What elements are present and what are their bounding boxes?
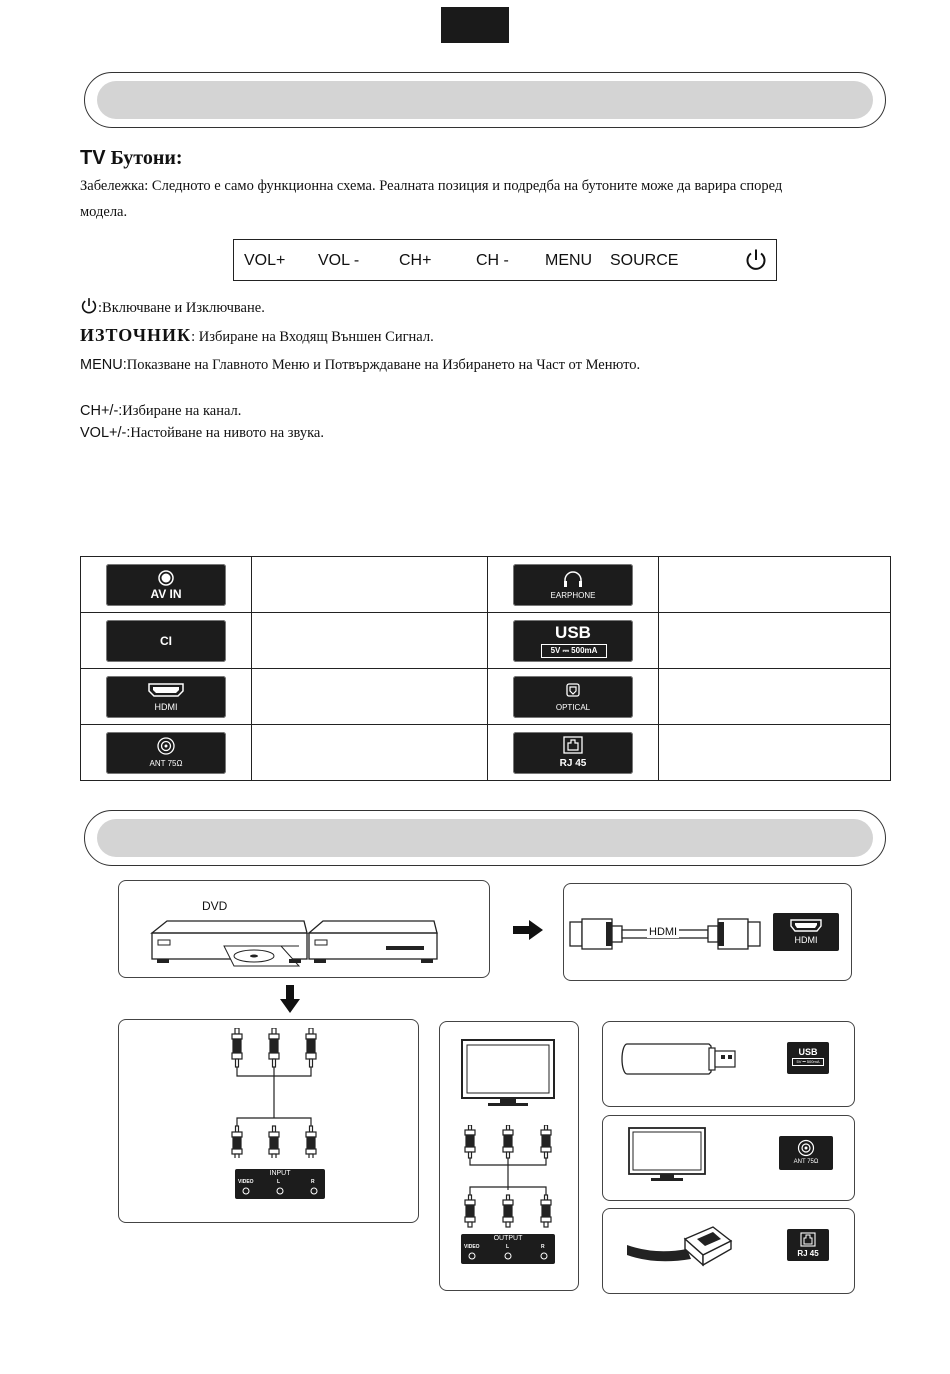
vol-text: Настойване на нивото на звука. [130,425,324,441]
source-key: ИЗТОЧНИК [80,325,192,345]
ch-key: CH+/-: [80,403,123,419]
source-description [80,325,434,347]
hdmi-label: HDMI [154,701,178,712]
vol-plus-button[interactable]: VOL+ [244,252,286,269]
power-icon[interactable] [744,248,768,272]
r-label: R [311,1179,315,1185]
rj45-port [513,732,633,774]
r-label: R [541,1244,545,1250]
arrow-down-icon [280,985,300,1013]
l-label: L [277,1179,281,1185]
av-input-box [118,1019,419,1223]
page-number-tab [441,7,509,43]
table-row [81,557,891,613]
source-button[interactable]: SOURCE [610,252,679,269]
ch-plus-button[interactable]: CH+ [399,252,432,269]
ch-minus-button[interactable]: CH - [476,252,509,269]
output-label: OUTPUT [493,1235,523,1242]
ports-table [80,556,891,781]
table-row [81,669,891,725]
headphone-icon [562,569,584,589]
note-text: Забележка: Следното е само функционна схема. Реалната позиция и подредба на бутоните може да варира според модела. [80,178,783,220]
hdmi-cable-label: HDMI [649,926,678,938]
section-header-bar [84,72,886,128]
hdmi-connector-icon [148,683,184,697]
l-label: L [506,1244,510,1250]
vol-description [80,423,324,443]
hdmi-port-label: HDMI [794,935,818,945]
menu-description [80,353,680,377]
power-description [80,297,265,318]
rca-cable-icon [219,1028,329,1158]
usb-port-badge-small [787,1042,829,1074]
antenna-device-box [602,1115,855,1201]
vol-key: VOL+/-: [80,425,131,441]
input-jacks-icon [235,1185,325,1197]
usb-small-label: USB [798,1047,818,1057]
network-cable-icon [625,1221,735,1271]
input-panel [235,1169,325,1199]
table-row [81,725,891,781]
source-text: : Избиране на Входящ Външен Сигнал. [191,329,434,345]
av-jack-icon [157,569,175,587]
hdmi-port-badge [773,913,839,951]
title-rest: Бутони: [105,147,183,169]
optical-icon [566,683,580,697]
av-output-box [439,1021,579,1291]
optical-label: OPTICAL [555,702,591,712]
input-label: INPUT [269,1170,291,1177]
rj45-port-badge-small [787,1229,829,1261]
page-title [80,145,183,170]
av-in-label: AV IN [150,586,182,601]
network-device-box [602,1208,855,1294]
usb-device-box [602,1021,855,1107]
earphone-port [513,564,633,606]
usb-port [513,620,633,662]
output-panel [461,1234,555,1264]
menu-text: Показване на Главното Меню и Потвърждаване на Избирането на Част от Менюто. [126,357,641,373]
av-in-port [106,564,226,606]
usb-spec-label: 5V ⎓ 500mA [541,644,607,658]
vol-minus-button[interactable]: VOL - [318,252,360,269]
button-panel [233,239,777,281]
hdmi-port [106,676,226,718]
dvd-devices-box [118,880,490,978]
tv-icon [627,1126,707,1184]
arrow-right-icon [513,920,543,940]
rca-cable-icon [455,1125,565,1233]
ant-port-badge-small [779,1136,833,1170]
dvd-player-icon [149,919,479,969]
ci-label: CI [160,633,172,648]
optical-port [513,676,633,718]
power-text: :Включване и Изключване. [98,300,265,316]
usb-label: USB [555,622,591,642]
hdmi-cable-box [563,883,852,981]
ant-label: ANT 75Ω [149,758,183,768]
section-header-bar [84,810,886,866]
ethernet-icon [800,1232,816,1247]
usb-stick-icon [621,1042,739,1076]
ch-description [80,401,241,421]
ci-port [106,620,226,662]
tv-icon [460,1038,556,1108]
rj45-label: RJ 45 [559,757,587,769]
dvd-label: DVD [202,899,228,913]
ethernet-icon [563,736,583,754]
antenna-jack-icon [797,1139,815,1157]
video-label: VIDEO [238,1179,254,1185]
video-label: VIDEO [464,1244,480,1250]
output-jacks-icon [461,1250,555,1262]
ant-small-label: ANT 75Ω [793,1159,819,1165]
earphone-label: EARPHONE [550,590,596,600]
title-prefix: TV [80,147,106,169]
antenna-jack-icon [157,737,175,755]
table-row [81,613,891,669]
menu-key: MENU: [80,357,127,373]
menu-button[interactable]: MENU [545,252,593,269]
usb-small-spec-label: 5V ⎓ 500mA [792,1058,824,1066]
ant-port [106,732,226,774]
rj45-small-label: RJ 45 [797,1249,819,1258]
power-icon [80,297,98,315]
hdmi-connector-icon [790,919,822,932]
ch-text: Избиране на канал. [122,403,242,419]
